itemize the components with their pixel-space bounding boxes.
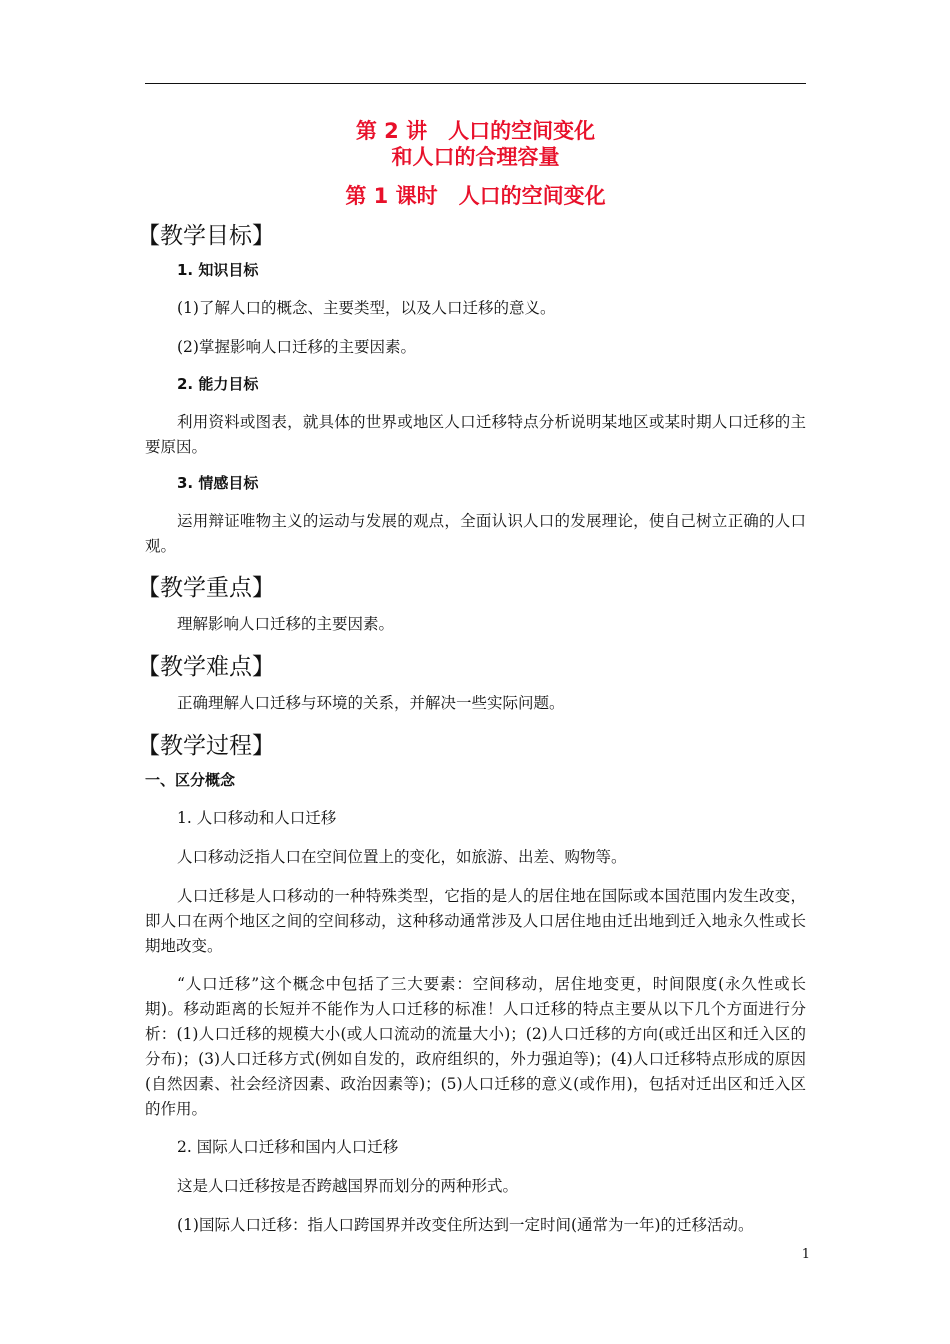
header-rule	[145, 83, 806, 84]
page-number: 1	[801, 1247, 810, 1262]
section-heading-key-points: 【教学重点】	[137, 575, 275, 601]
paragraph: 人口迁移是人口移动的一种特殊类型，它指的是人的居住地在国际或本国范围内发生改变，即人口在两个地区之间的空间移动，这种移动通常涉及人口居住地由迁出地到迁入地永久性或长期地改变。	[145, 887, 806, 955]
subheading-knowledge: 1. 知识目标	[177, 261, 259, 279]
paragraph: “人口迁移”这个概念中包括了三大要素：空间移动，居住地变更，时间限度(永久性或长期)。移动距离的长短并不能作为人口迁移的标准！人口迁移的特点主要从以下几个方面进行分析：(1)人口迁移的规模大小(或人口流动的流量大小)；(2)人口迁移的方向(或迁出区和迁入区的分布)；(3)人口迁移方式(例如自发的，政府组织的，外力强迫等)；(4)人口迁移特点形成的原因(自然因素、社会经济因素、政治因素等)；(5)人口迁移的意义(或作用)，包括对迁出区和迁入区的作用。	[145, 975, 806, 1118]
paragraph: 2. 国际人口迁移和国内人口迁移	[177, 1138, 399, 1156]
title-block	[145, 118, 806, 209]
paragraph: (1)了解人口的概念、主要类型，以及人口迁移的意义。	[177, 299, 556, 317]
paragraph: (1)国际人口迁移：指人口跨国界并改变住所达到一定时间(通常为一年)的迁移活动。	[177, 1216, 754, 1234]
lecture-subtitle: 和人口的合理容量	[391, 145, 560, 169]
lesson-title: 第 1 课时 人口的空间变化	[345, 184, 606, 208]
subheading-part1: 一、区分概念	[145, 771, 236, 789]
section-heading-goals: 【教学目标】	[137, 223, 275, 249]
section-heading-process: 【教学过程】	[137, 733, 275, 759]
paragraph: 运用辩证唯物主义的运动与发展的观点，全面认识人口的发展理论，使自己树立正确的人口观。	[145, 512, 806, 555]
subheading-ability: 2. 能力目标	[177, 375, 259, 393]
paragraph: 这是人口迁移按是否跨越国界而划分的两种形式。	[177, 1177, 519, 1195]
paragraph: 人口移动泛指人口在空间位置上的变化，如旅游、出差、购物等。	[177, 848, 627, 866]
section-heading-difficulties: 【教学难点】	[137, 654, 275, 680]
document-body	[137, 220, 806, 1252]
paragraph: 理解影响人口迁移的主要因素。	[177, 615, 395, 633]
paragraph: 利用资料或图表，就具体的世界或地区人口迁移特点分析说明某地区或某时期人口迁移的主要原因。	[145, 413, 806, 456]
paragraph: (2)掌握影响人口迁移的主要因素。	[177, 338, 416, 356]
paragraph: 1. 人口移动和人口迁移	[177, 809, 337, 827]
paragraph: 正确理解人口迁移与环境的关系，并解决一些实际问题。	[177, 694, 565, 712]
lecture-title: 第 2 讲 人口的空间变化	[355, 119, 596, 143]
subheading-emotion: 3. 情感目标	[177, 474, 259, 492]
